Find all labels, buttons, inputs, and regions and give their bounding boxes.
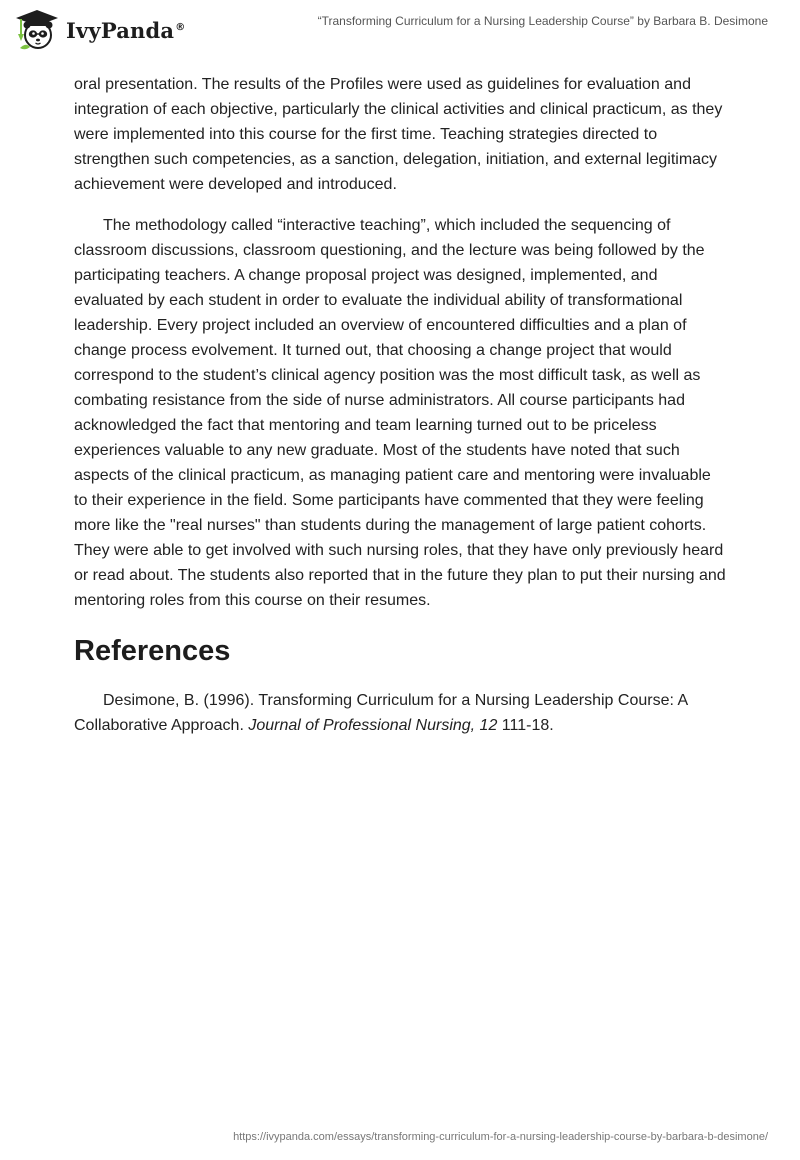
source-url[interactable]: https://ivypanda.com/essays/transforming-curriculum-for-a-nursing-leadership-course-by-barbara-b-desimone/ <box>233 1131 768 1143</box>
essay-body <box>74 72 728 738</box>
reference-pages: 111-18. <box>497 717 554 734</box>
document-title: “Transforming Curriculum for a Nursing Leadership Course” by Barbara B. Desimone <box>317 14 768 28</box>
references-heading: References <box>74 635 231 667</box>
paragraph-methodology: The methodology called “interactive teaching”, which included the sequencing of classroom discussions, classroom questioning, and the lecture was being followed by the participating teachers. A change proposal project was designed, implemented, and evaluated by each student in order to evaluate the individual ability of transformational leadership. Every project included an overview of encountered difficulties and a plan of change process evolvement. It turned out, that choosing a change project that would correspond to the student’s clinical agency position was the most difficult task, as well as combating resistance from the side of nurse administrators. All course participants had acknowledged the fact that mentoring and team learning turned out to be priceless experiences valuable to any new graduate. Most of the students have noted that such aspects of the clinical practicum, as managing patient care and mentoring were invaluable to their experience in the field. Some participants have commented that they were feeling more like the "real nurses" than students during the management of large patient cohorts. They were able to get involved with such nursing roles, that they have only previously heard or read about. The students also reported that in the future they plan to put their nursing and mentoring roles from this course on their resumes. <box>74 217 726 609</box>
brand-logo[interactable] <box>14 8 185 52</box>
reference-authors-title: Desimone, B. (1996). Transforming Curriculum for a Nursing Leadership Course: A Collaborative Approach. <box>74 692 688 734</box>
page-header <box>0 0 800 70</box>
paragraph-continuation: oral presentation. The results of the Profiles were used as guidelines for evaluation and integration of each objective, particularly the clinical activities and clinical practicum, as they were implemented into this course for the first time. Teaching strategies directed to strengthen such competencies, as a sanction, delegation, initiation, and external legitimacy achievement were developed and introduced. <box>74 76 723 193</box>
registered-mark: ® <box>175 21 186 33</box>
reference-journal: Journal of Professional Nursing, 12 <box>248 717 498 734</box>
reference-entry <box>74 688 728 738</box>
panda-graduate-icon <box>14 8 60 52</box>
brand-name: IvyPanda® <box>66 17 186 43</box>
